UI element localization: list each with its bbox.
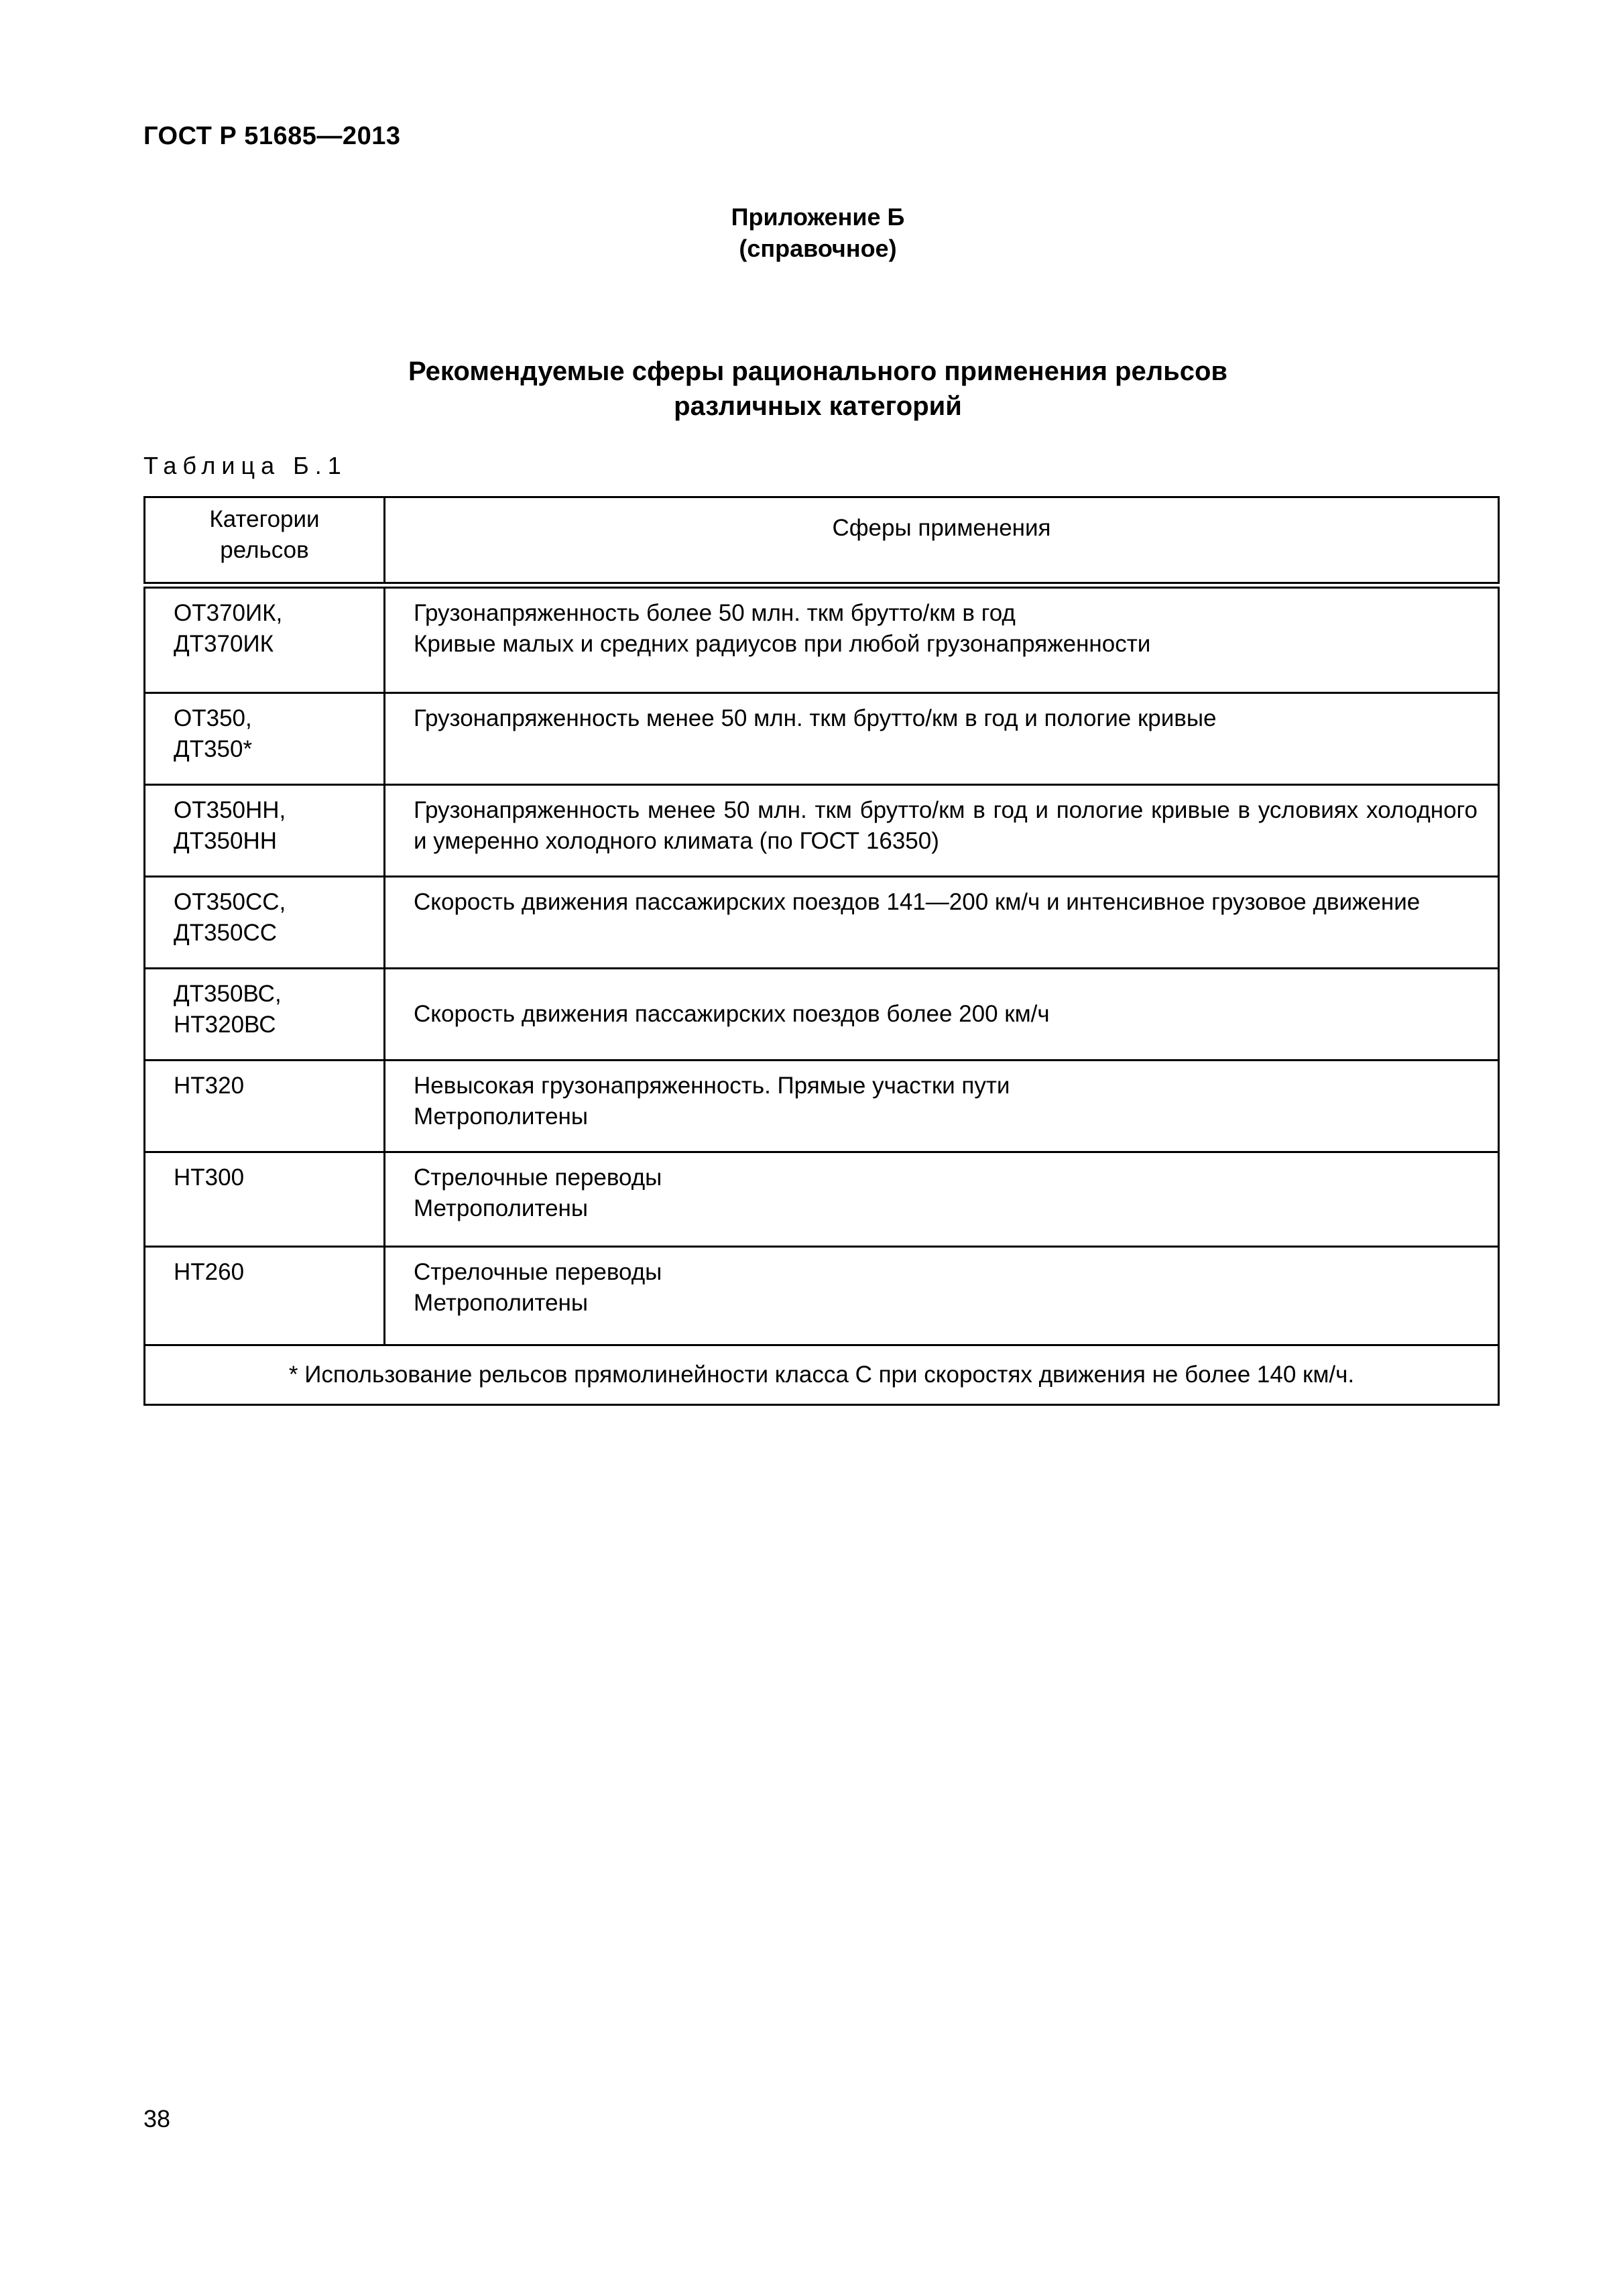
category-cell: ОТ350СС, ДТ350СС: [145, 877, 385, 969]
table-title-line-1: Рекомендуемые сферы рационального применения рельсов: [408, 357, 1227, 386]
category-cell: НТ320: [145, 1061, 385, 1152]
appendix-subtitle: (справочное): [739, 235, 897, 262]
table-row: [145, 693, 1499, 785]
table-row: [145, 1152, 1499, 1247]
table-footnote-row: [145, 1345, 1499, 1405]
table-title: [268, 354, 1368, 424]
sphere-cell: Стрелочные переводы Метрополитены: [385, 1247, 1499, 1345]
document-code: ГОСТ Р 51685—2013: [143, 122, 401, 150]
table-row: [145, 785, 1499, 877]
header-category: Категории рельсов: [145, 497, 385, 586]
table-row: [145, 585, 1499, 693]
category-cell: ОТ370ИК, ДТ370ИК: [145, 585, 385, 693]
sphere-cell: Стрелочные переводы Метрополитены: [385, 1152, 1499, 1247]
sphere-cell: Невысокая грузонапряженность. Прямые участки пути Метрополитены: [385, 1061, 1499, 1152]
table-row: [145, 969, 1499, 1061]
appendix-title: Приложение Б: [731, 203, 905, 231]
sphere-cell: Грузонапряженность менее 50 млн. ткм брутто/км в год и пологие кривые в условиях холодного и умеренно холодного климата (по ГОСТ 16350): [385, 785, 1499, 877]
category-cell: ОТ350, ДТ350*: [145, 693, 385, 785]
appendix-heading: [670, 201, 965, 264]
rail-category-table: [143, 496, 1500, 1406]
table-footnote: * Использование рельсов прямолинейности класса С при скоростях движения не более 140 км/ч.: [145, 1345, 1499, 1405]
sphere-cell: Скорость движения пассажирских поездов более 200 км/ч: [385, 969, 1499, 1061]
table-label: Таблица Б.1: [143, 452, 347, 479]
sphere-cell: Грузонапряженность менее 50 млн. ткм брутто/км в год и пологие кривые: [385, 693, 1499, 785]
page-number: 38: [143, 2105, 171, 2132]
table-title-line-2: различных категорий: [674, 391, 962, 421]
category-cell: НТ260: [145, 1247, 385, 1345]
table-row: [145, 877, 1499, 969]
sphere-cell: Скорость движения пассажирских поездов 141—200 км/ч и интенсивное грузовое движение: [385, 877, 1499, 969]
category-cell: НТ300: [145, 1152, 385, 1247]
header-sphere: Сферы применения: [385, 497, 1499, 586]
category-cell: ОТ350НН, ДТ350НН: [145, 785, 385, 877]
table-header-row: [145, 497, 1499, 586]
table-row: [145, 1247, 1499, 1345]
table-row: [145, 1061, 1499, 1152]
category-cell: ДТ350ВС, НТ320ВС: [145, 969, 385, 1061]
sphere-cell: Грузонапряженность более 50 млн. ткм брутто/км в год Кривые малых и средних радиусов при любой грузонапряженности: [385, 585, 1499, 693]
